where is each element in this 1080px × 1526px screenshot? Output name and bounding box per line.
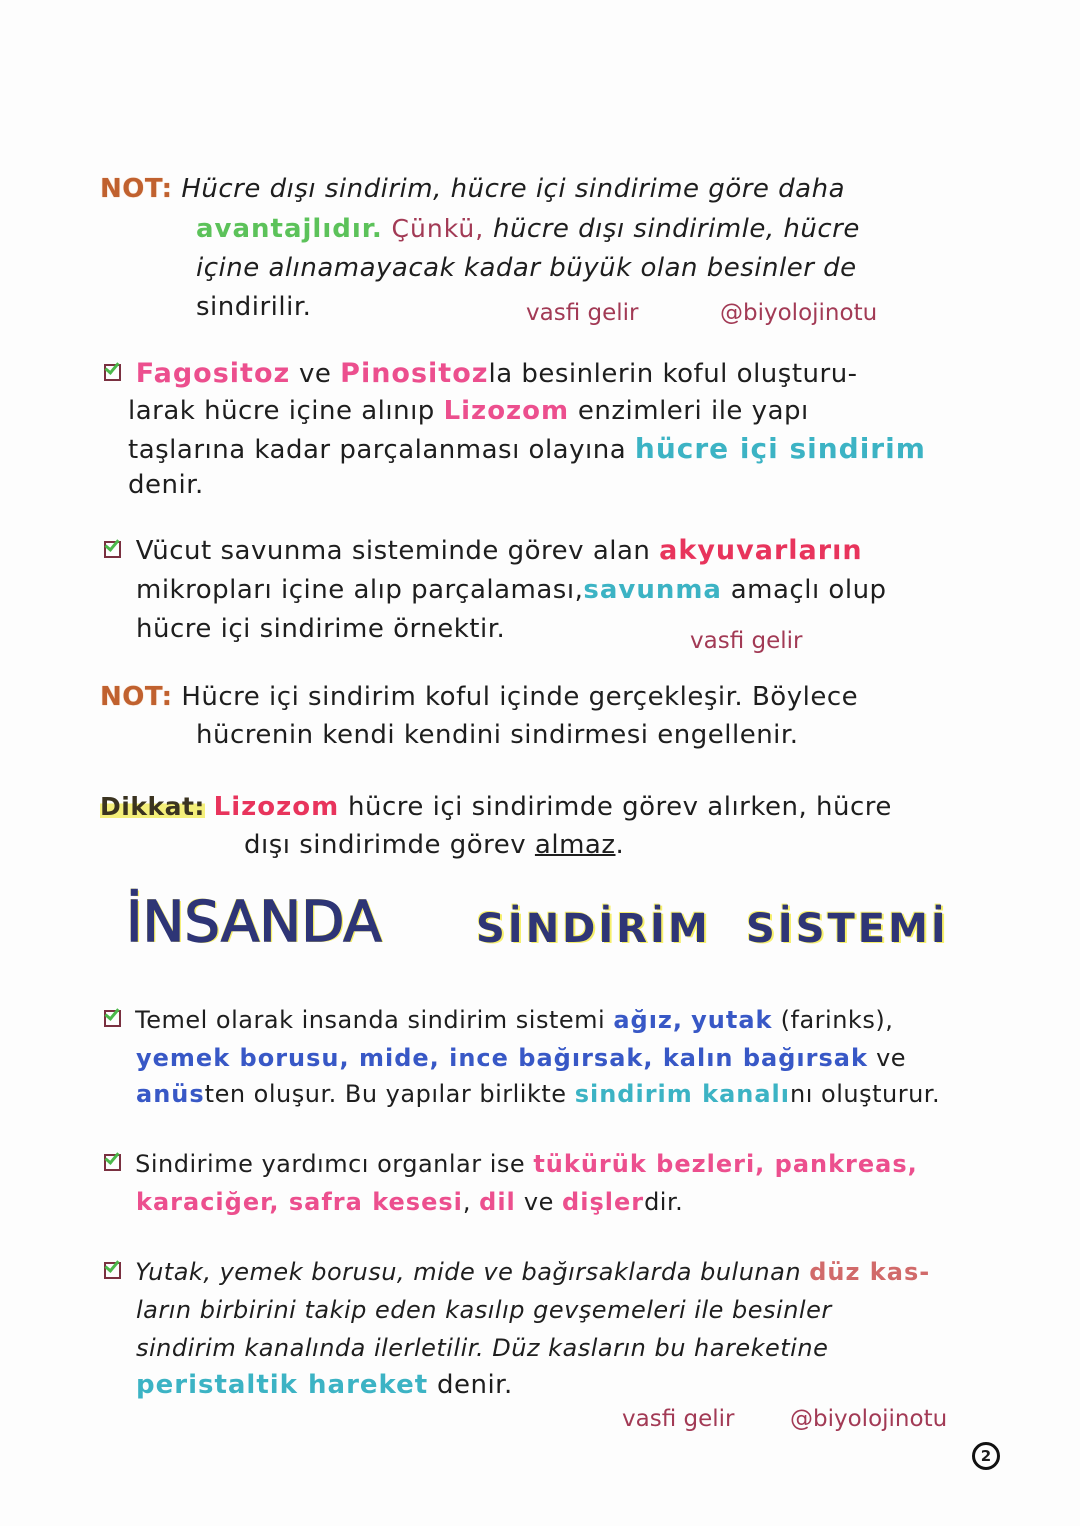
text: .: [615, 830, 625, 860]
handle: @biyolojinotu: [790, 1406, 948, 1432]
cunku-text: Çünkü,: [391, 214, 485, 243]
handle: @biyolojinotu: [720, 300, 878, 326]
highlight-hucre-ici-sindirim: hücre içi sindirim: [634, 432, 926, 465]
text: nı oluşturur.: [790, 1080, 941, 1108]
text: ların birbirini takip eden kasılıp gevşemeleri ile besinler: [136, 1296, 832, 1324]
signature: vasfi gelir: [622, 1406, 735, 1432]
text: ,: [462, 1188, 471, 1216]
text: Temel olarak insanda sindirim sistemi: [135, 1006, 606, 1034]
text: ve: [299, 359, 332, 389]
text: larak hücre içine alınıp: [128, 396, 435, 426]
text: denir.: [128, 470, 204, 500]
text: taşlarına kadar parçalanması olayına: [128, 435, 627, 465]
signature: vasfi gelir: [690, 628, 803, 654]
underlined-almaz: almaz: [534, 830, 616, 860]
checkbox-checked-icon: [104, 541, 121, 558]
text: dışı sindirimde görev: [244, 830, 527, 860]
checkbox-checked-icon: [104, 1262, 121, 1279]
highlight-tukuruk-pankreas: tükürük bezleri, pankreas,: [533, 1150, 918, 1178]
text: denir.: [436, 1370, 513, 1400]
highlight-avantajlidir: avantajlıdır.: [196, 214, 383, 244]
note-text: sindirilir.: [196, 292, 312, 322]
text: Hücre içi sindirim koful içinde gerçekleşir. Böylece: [181, 682, 859, 712]
checkbox-checked-icon: [104, 1010, 121, 1027]
text: mikropları içine alıp parçalaması,: [136, 575, 584, 605]
page-number: 2: [972, 1442, 1000, 1470]
text: sindirim kanalında ilerletilir. Düz kasların bu hareketine: [136, 1334, 829, 1362]
text: ten oluşur. Bu yapılar birlikte: [204, 1080, 567, 1108]
text: hücre içi sindirimde görev alırken, hücre: [348, 792, 892, 822]
highlight-sindirim-kanali: sindirim kanalı: [574, 1080, 791, 1108]
highlight-lizozom: Lizozom: [443, 396, 570, 426]
heading-sistemi: SİSTEMİ: [746, 906, 949, 952]
dikkat-label: Dikkat:: [100, 792, 205, 821]
checkbox-checked-icon: [104, 364, 121, 381]
highlight-organs: yemek borusu, mide, ince bağırsak, kalın bağırsak: [136, 1044, 868, 1072]
text: enzimleri ile yapı: [577, 396, 809, 426]
text: ve: [876, 1044, 907, 1072]
text: Yutak, yemek borusu, mide ve bağırsaklarda bulunan: [135, 1258, 802, 1286]
highlight-pinositoz: Pinositoz: [340, 358, 489, 389]
text: dir.: [644, 1188, 684, 1216]
highlight-lizozom: Lizozom: [213, 792, 340, 822]
text: Vücut savunma sisteminde görev alan: [135, 536, 651, 566]
highlight-yutak: yutak: [691, 1006, 773, 1034]
highlight-dil: dil: [479, 1188, 516, 1216]
highlight-fagositoz: Fagositoz: [135, 358, 291, 389]
text: la besinlerin koful oluşturu-: [488, 359, 858, 389]
heading-sindirim: SİNDİRİM: [476, 906, 711, 952]
not-label: NOT:: [100, 682, 173, 712]
highlight-karaciger-safra: karaciğer, safra kesesi: [136, 1188, 463, 1216]
highlight-disler: dişler: [562, 1188, 645, 1216]
highlight-akyuvarlarin: akyuvarların: [659, 535, 863, 566]
text: Sindirime yardımcı organlar ise: [135, 1150, 526, 1178]
text: ve: [523, 1188, 554, 1216]
not-label: NOT:: [100, 174, 173, 204]
highlight-savunma: savunma: [583, 575, 722, 605]
text: hücre içi sindirime örnektir.: [136, 614, 506, 644]
note-text: içine alınamayacak kadar büyük olan besinler de: [196, 253, 857, 283]
highlight-agiz: ağız,: [613, 1006, 684, 1034]
highlight-duz-kas: düz kas-: [809, 1258, 931, 1286]
highlight-peristaltik-hareket: peristaltik hareket: [136, 1370, 429, 1400]
signature: vasfi gelir: [526, 300, 639, 326]
checkbox-checked-icon: [104, 1154, 121, 1171]
text: amaçlı olup: [730, 575, 887, 605]
highlight-anus: anüs: [136, 1080, 205, 1108]
note-text: Hücre dışı sindirim, hücre içi sindirime göre daha: [181, 174, 846, 204]
heading-insanda: İNSANDA: [126, 890, 382, 955]
note-text: hücre dışı sindirimle, hücre: [492, 214, 860, 244]
text: (farinks),: [780, 1006, 894, 1034]
text: hücrenin kendi kendini sindirmesi engellenir.: [196, 720, 799, 750]
